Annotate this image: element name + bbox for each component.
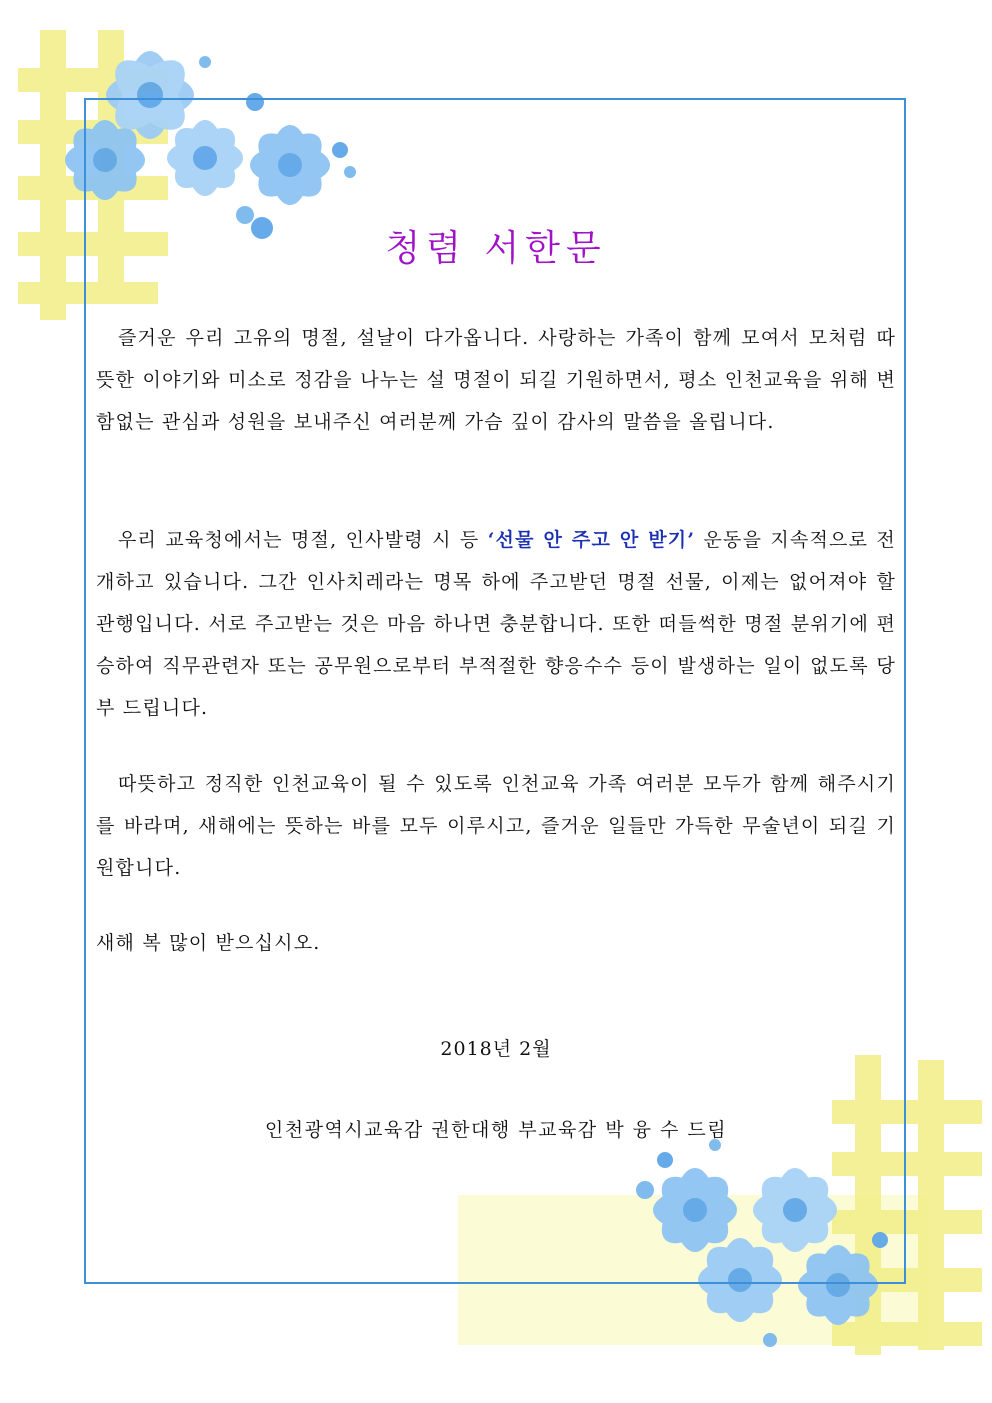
paragraph-greeting-text: 즐거운 우리 고유의 명절, 설날이 다가옵니다. 사랑하는 가족이 함께 모여서 모처럼 따뜻한 이야기와 미소로 정감을 나누는 설 명절이 되길 기원하면서, 평소 인천교육을 위해 변함없는 관심과 성원을 보내주신 여러분께 가슴 깊이 감사의 말씀을 올립니다.	[96, 327, 896, 433]
paragraph-campaign-before: 우리 교육청에서는 명절, 인사발령 시 등	[118, 529, 488, 551]
campaign-highlight: ‘선물 안 주고 안 받기’	[487, 529, 696, 551]
letter-date: 2018년 2월	[440, 1038, 552, 1060]
paragraph-campaign-after: 운동을 지속적으로 전개하고 있습니다. 그간 인사치레라는 명목 하에 주고받던 명절 선물, 이제는 없어져야 할 관행입니다. 서로 주고받는 것은 마음 하나면 충분합니다. 또한 떠들썩한 명절 분위기에 편승하여 직무관련자 또는 공무원으로부터 부적절한 향응수수 등이 발생하는 일이 없도록 당부 드립니다.	[96, 529, 896, 719]
paragraph-wishes	[96, 763, 896, 889]
page-title: 청렴 서한문	[385, 228, 607, 270]
paragraph-wishes-text: 따뜻하고 정직한 인천교육이 될 수 있도록 인천교육 가족 여러분 모두가 함께 해주시기를 바라며, 새해에는 뜻하는 바를 모두 이루시고, 즐거운 일들만 가득한 무술년이 되길 기원합니다.	[96, 773, 896, 879]
paragraph-greeting	[96, 317, 896, 443]
paragraph-campaign	[96, 519, 896, 729]
closing-line: 새해 복 많이 받으십시오.	[96, 932, 321, 954]
signature-line: 인천광역시교육감 권한대행 부교육감 박 융 수 드림	[264, 1119, 728, 1141]
